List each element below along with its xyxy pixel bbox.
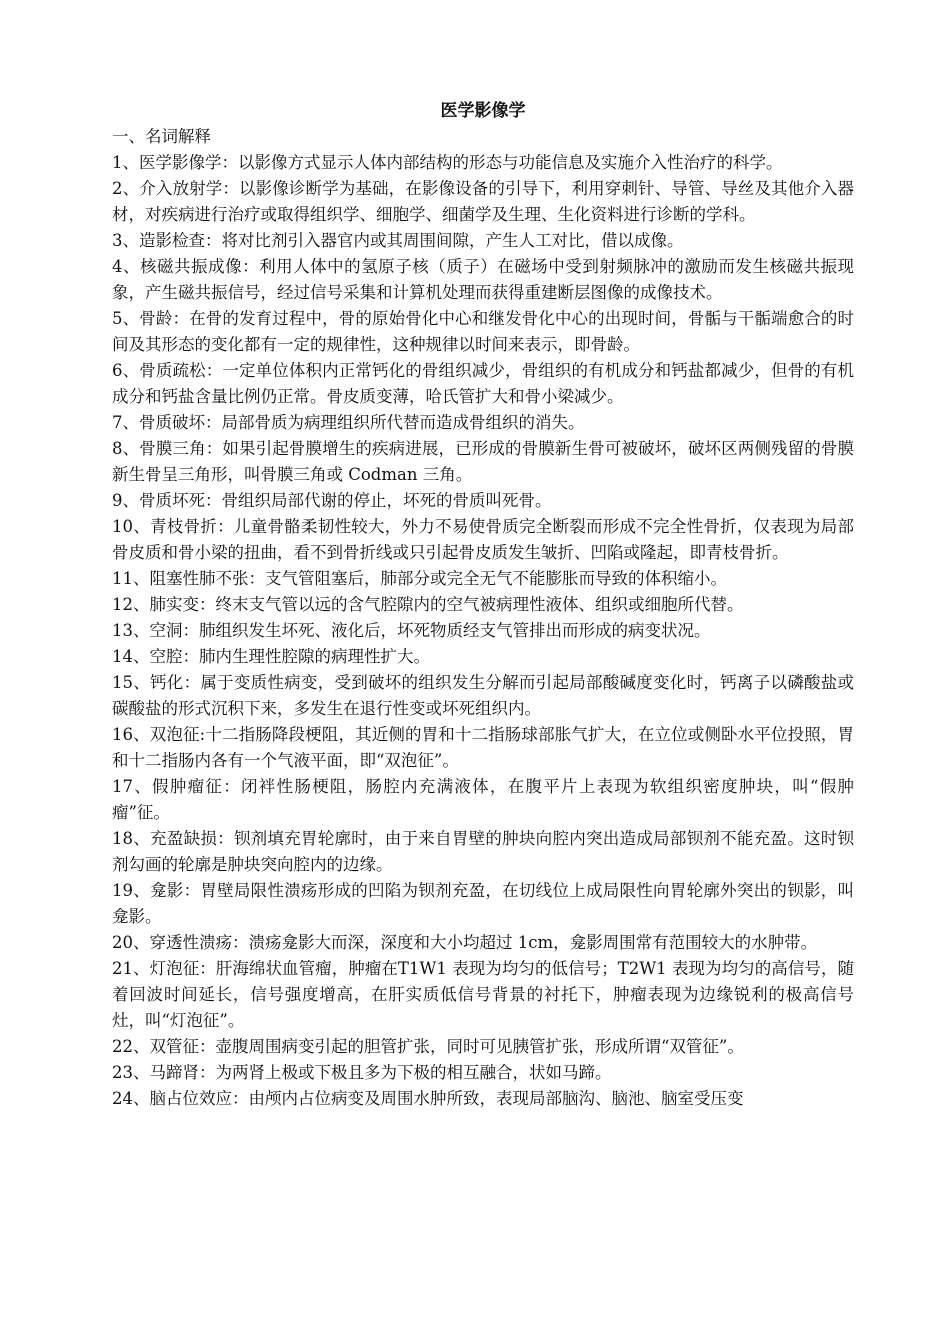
definition-entry-14: 14、空腔：肺内生理性腔隙的病理性扩大。 <box>112 647 430 666</box>
definition-entry-17: 17、假肿瘤征：闭袢性肠梗阻，肠腔内充满液体，在腹平片上表现为软组织密度肿块，叫“假肿瘤”征。 <box>112 777 854 822</box>
definition-list <box>112 150 854 1112</box>
definition-entry-24: 24、脑占位效应：由颅内占位病变及周围水肿所致，表现局部脑沟、脑池、脑室受压变 <box>112 1089 744 1108</box>
document-page <box>112 98 854 1112</box>
definition-entry-20: 20、穿透性溃疡：溃疡龛影大而深，深度和大小均超过 1cm，龛影周围常有范围较大的水肿带。 <box>112 933 818 952</box>
definition-entry-18: 18、充盈缺损：钡剂填充胃轮廓时，由于来自胃壁的肿块向腔内突出造成局部钡剂不能充盈。这时钡剂勾画的轮廓是肿块突向腔内的边缘。 <box>112 829 854 874</box>
definition-entry-10: 10、青枝骨折：儿童骨骼柔韧性较大，外力不易使骨质完全断裂而形成不完全性骨折，仅表现为局部骨皮质和骨小梁的扭曲，看不到骨折线或只引起骨皮质发生皱折、凹陷或隆起，即青枝骨折。 <box>112 517 854 562</box>
definition-entry-22: 22、双管征：壶腹周围病变引起的胆管扩张，同时可见胰管扩张，形成所谓“双管征”。 <box>112 1037 744 1056</box>
definition-entry-12: 12、肺实变：终末支气管以远的含气腔隙内的空气被病理性液体、组织或细胞所代替。 <box>112 595 744 614</box>
definition-entry-16: 16、双泡征:十二指肠降段梗阻，其近侧的胃和十二指肠球部胀气扩大，在立位或侧卧水平位投照，胃和十二指肠内各有一个气液平面，即“双泡征”。 <box>112 725 854 770</box>
definition-entry-8: 8、骨膜三角：如果引起骨膜增生的疾病进展，已形成的骨膜新生骨可被破坏，破坏区两侧残留的骨膜新生骨呈三角形，叫骨膜三角或 Codman 三角。 <box>112 439 854 484</box>
definition-entry-19: 19、龛影：胃壁局限性溃疡形成的凹陷为钡剂充盈，在切线位上成局限性向胃轮廓外突出的钡影，叫龛影。 <box>112 881 854 926</box>
definition-entry-13: 13、空洞：肺组织发生坏死、液化后，坏死物质经支气管排出而形成的病变状况。 <box>112 621 711 640</box>
definition-entry-7: 7、骨质破坏：局部骨质为病理组织所代替而造成骨组织的消失。 <box>112 413 585 432</box>
section-heading: 一、名词解释 <box>112 127 211 146</box>
definition-entry-21: 21、灯泡征：肝海绵状血管瘤，肿瘤在T1W1 表现为均匀的低信号；T2W1 表现为均匀的高信号，随着回波时间延长，信号强度增高，在肝实质低信号背景的衬托下，肿瘤表现为边缘锐利的极高信号灶，叫“灯泡征”。 <box>112 959 854 1030</box>
definition-entry-11: 11、阻塞性肺不张：支气管阻塞后，肺部分或完全无气不能膨胀而导致的体积缩小。 <box>112 569 727 588</box>
definition-entry-23: 23、马蹄肾：为两肾上极或下极且多为下极的相互融合，状如马蹄。 <box>112 1063 612 1082</box>
definition-entry-2: 2、介入放射学：以影像诊断学为基础，在影像设备的引导下，利用穿刺针、导管、导丝及其他介入器材，对疾病进行治疗或取得组织学、细胞学、细菌学及生理、生化资料进行诊断的学科。 <box>112 179 854 224</box>
definition-entry-3: 3、造影检查：将对比剂引入器官内或其周围间隙，产生人工对比，借以成像。 <box>112 231 684 250</box>
definition-entry-5: 5、骨龄：在骨的发育过程中，骨的原始骨化中心和继发骨化中心的出现时间，骨骺与干骺端愈合的时间及其形态的变化都有一定的规律性，这种规律以时间来表示，即骨龄。 <box>112 309 854 354</box>
definition-entry-6: 6、骨质疏松：一定单位体积内正常钙化的骨组织减少，骨组织的有机成分和钙盐都减少，但骨的有机成分和钙盐含量比例仍正常。骨皮质变薄，哈氏管扩大和骨小梁减少。 <box>112 361 854 406</box>
definition-entry-1: 1、医学影像学：以影像方式显示人体内部结构的形态与功能信息及实施介入性治疗的科学。 <box>112 153 783 172</box>
document-title: 医学影像学 <box>440 101 526 121</box>
definition-entry-4: 4、核磁共振成像：利用人体中的氢原子核（质子）在磁场中受到射频脉冲的激励而发生核磁共振现象，产生磁共振信号，经过信号采集和计算机处理而获得重建断层图像的成像技术。 <box>112 257 854 302</box>
definition-entry-15: 15、钙化：属于变质性病变，受到破坏的组织发生分解而引起局部酸碱度变化时，钙离子以磷酸盐或碳酸盐的形式沉积下来，多发生在退行性变或坏死组织内。 <box>112 673 854 718</box>
definition-entry-9: 9、骨质坏死：骨组织局部代谢的停止，坏死的骨质叫死骨。 <box>112 491 552 510</box>
